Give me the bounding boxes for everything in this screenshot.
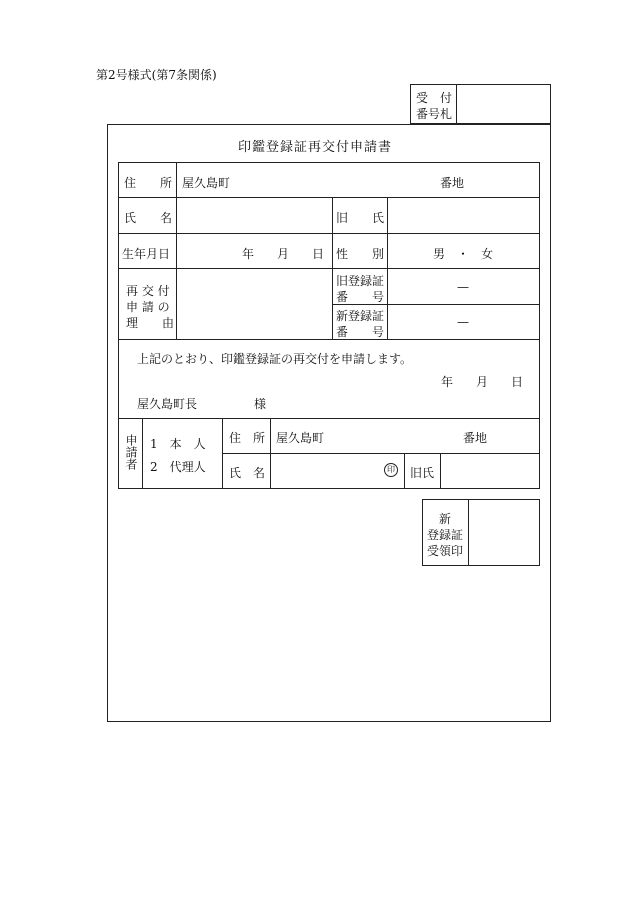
receipt-seal-line2: 登録証 <box>427 528 464 542</box>
birthdate-label: 生年月日 <box>122 247 171 261</box>
applicant-option-agent[interactable]: 2 代理人 <box>150 460 206 474</box>
date-day-unit: 日 <box>511 375 524 389</box>
col-divider <box>468 499 469 566</box>
col-divider <box>176 162 177 340</box>
birth-day-unit: 日 <box>312 247 325 261</box>
applicant-side-label: 申請者 <box>124 434 138 470</box>
name-label: 氏 名 <box>124 211 173 225</box>
statement-text: 上記のとおり、印鑑登録証の再交付を申請します。 <box>137 352 413 366</box>
old-surname-label: 旧 氏 <box>336 211 385 225</box>
applicant-name-label: 氏 名 <box>229 466 266 480</box>
receipt-seal-line1: 新 <box>439 512 452 526</box>
reason-label-2: 申 請 の <box>126 300 170 314</box>
receipt-seal-field[interactable] <box>470 501 538 564</box>
form-number: 第2号様式(第7条関係) <box>96 68 217 82</box>
col-divider <box>387 197 388 340</box>
birthdate-field[interactable] <box>178 235 331 267</box>
old-cert-label-2: 番 号 <box>336 290 385 304</box>
seal-mark-icon: 印 <box>384 463 398 477</box>
address-field[interactable] <box>230 164 436 196</box>
receipt-number-field[interactable] <box>457 85 550 123</box>
form-title: 印鑑登録証再交付申請書 <box>237 140 392 155</box>
date-month-unit: 月 <box>476 375 489 389</box>
old-cert-number[interactable]: — <box>457 280 469 294</box>
col-divider <box>332 197 333 340</box>
applicant-address-banchi: 番地 <box>463 431 488 445</box>
col-divider <box>142 418 143 489</box>
row-divider <box>118 197 540 198</box>
name-field[interactable] <box>178 199 331 232</box>
old-cert-label-1: 旧登録証 <box>336 274 385 288</box>
address-banchi: 番地 <box>440 176 465 190</box>
applicant-address-label: 住 所 <box>229 431 266 445</box>
old-surname-field[interactable] <box>389 199 539 232</box>
row-divider <box>118 233 540 234</box>
col-divider <box>404 453 405 489</box>
receipt-label-line2: 番号札 <box>416 107 453 121</box>
gender-label: 性 別 <box>336 247 385 261</box>
application-date-field[interactable] <box>400 368 530 388</box>
applicant-old-surname-field[interactable] <box>442 455 539 488</box>
new-cert-number[interactable]: — <box>457 315 469 329</box>
receipt-seal-line3: 受領印 <box>427 544 464 558</box>
reason-label-3: 理 由 <box>126 316 175 330</box>
statement-border-right <box>539 340 540 418</box>
reason-label-1: 再 交 付 <box>126 284 170 298</box>
birth-year-unit: 年 <box>242 247 255 261</box>
col-divider <box>440 453 441 489</box>
honorific: 様 <box>254 397 267 411</box>
new-cert-label-1: 新登録証 <box>336 309 385 323</box>
statement-border-left <box>118 340 119 418</box>
address-label: 住 所 <box>124 176 173 190</box>
new-cert-label-2: 番 号 <box>336 325 385 339</box>
addressee: 屋久島町長 <box>137 397 198 411</box>
applicant-old-surname-label: 旧氏 <box>410 466 435 480</box>
row-divider <box>222 453 540 454</box>
gender-choice[interactable]: 男 ・ 女 <box>433 247 494 261</box>
receipt-label-line1: 受 付 <box>416 91 453 105</box>
address-town: 屋久島町 <box>182 176 231 190</box>
applicant-address-field[interactable] <box>330 420 460 452</box>
date-year-unit: 年 <box>441 375 454 389</box>
applicant-address-town: 屋久島町 <box>276 431 325 445</box>
row-divider <box>118 268 540 269</box>
applicant-option-self[interactable]: 1 本 人 <box>150 437 206 451</box>
applicant-name-field[interactable] <box>272 455 382 488</box>
birth-month-unit: 月 <box>277 247 290 261</box>
reason-field[interactable] <box>178 270 331 339</box>
